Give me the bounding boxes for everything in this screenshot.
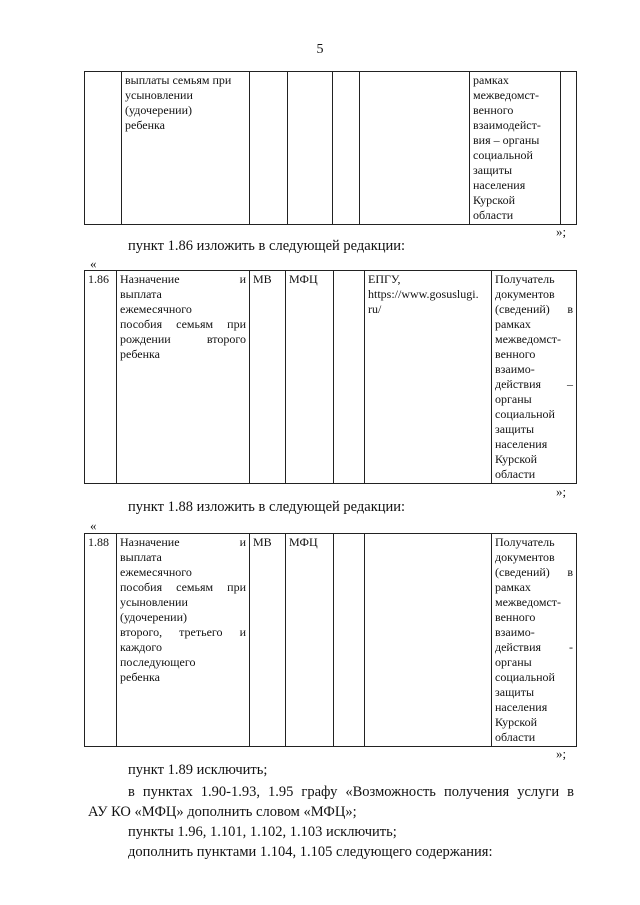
cell-num: 1.86: [85, 271, 117, 484]
closing-quote-1: »;: [556, 224, 567, 239]
paragraph-190-line2: АУ КО «МФЦ» дополнить словом «МФЦ»;: [88, 804, 357, 820]
table-continuation: [84, 71, 577, 225]
cell-service-name: Назначение и выплата ежемесячного пособия семьям при рождении второго ребенка: [117, 271, 250, 484]
cell-mv: МВ: [250, 534, 286, 747]
cell-recipient: Получатель документов (сведений) в рамках межведомст- венного взаимо- действия – органы социальной защиты населения Курской области: [492, 271, 577, 484]
cell-recipient: рамках межведомст- венного взаимодейст- вия – органы социальной защиты населения Курской области: [470, 72, 561, 225]
cell-num: 1.88: [85, 534, 117, 747]
paragraph-190-line1: в пунктах 1.90-1.93, 1.95 графу «Возможность получения услуги в: [128, 784, 574, 800]
cell-empty: [333, 72, 360, 225]
cell-mv: МВ: [250, 271, 286, 484]
paragraph-188: пункт 1.88 изложить в следующей редакции:: [128, 499, 406, 515]
cell-service-name: выплаты семьям при усыновлении (удочерении) ребенка: [122, 72, 250, 225]
opening-quote-2: «: [90, 518, 97, 533]
cell-mfc: [288, 72, 333, 225]
cell-last: [561, 72, 577, 225]
closing-quote-3: »;: [556, 746, 567, 761]
cell-mv: [250, 72, 288, 225]
cell-service-name: Назначение и выплата ежемесячного пособия семьям при усыновлении (удочерении) второго, третьего и каждого последующего ребенка: [117, 534, 250, 747]
cell-epgu: [360, 72, 470, 225]
opening-quote-1: «: [90, 256, 97, 271]
page-number: 5: [316, 42, 324, 57]
closing-quote-2: »;: [556, 484, 567, 499]
cell-mfc: МФЦ: [286, 271, 334, 484]
table-row-188: [84, 533, 577, 747]
cell-empty: [334, 534, 365, 747]
table-row-186: [84, 270, 577, 484]
cell-recipient: Получатель документов (сведений) в рамках межведомст- венного взаимо- действия - органы социальной защиты населения Курской области: [492, 534, 577, 747]
cell-epgu: [365, 534, 492, 747]
cell-num: [85, 72, 122, 225]
paragraph-196: пункты 1.96, 1.101, 1.102, 1.103 исключить;: [128, 824, 397, 840]
cell-epgu: ЕПГУ, https://www.gosuslugi. ru/: [365, 271, 492, 484]
paragraph-186: пункт 1.86 изложить в следующей редакции:: [128, 238, 406, 254]
cell-empty: [334, 271, 365, 484]
paragraph-189: пункт 1.89 исключить;: [128, 762, 268, 778]
cell-mfc: МФЦ: [286, 534, 334, 747]
paragraph-add: дополнить пунктами 1.104, 1.105 следующего содержания:: [128, 844, 493, 860]
